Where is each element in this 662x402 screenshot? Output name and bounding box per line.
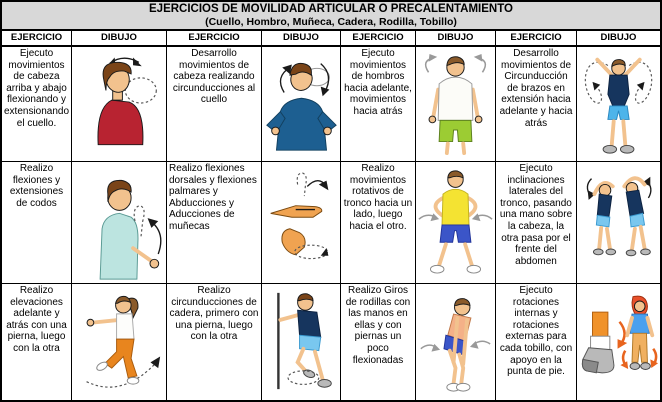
exercise-drawing-cell xyxy=(72,47,167,162)
exercise-drawing-cell xyxy=(262,284,341,400)
exercise-description: Realizo elevaciones adelante y atrás con una pierna, luego con la otra xyxy=(2,284,72,400)
exercise-drawing-cell xyxy=(577,162,660,284)
exercise-drawing-cell xyxy=(72,284,167,400)
exercise-drawing-cell xyxy=(577,284,660,400)
page-subtitle: (Cuello, Hombro, Muñeca, Cadera, Rodilla, Tobillo) xyxy=(205,16,457,28)
page-title: EJERCICIOS DE MOVILIDAD ARTICULAR O PRECALENTAMIENTO xyxy=(149,3,513,15)
column-header-dibujo-2: DIBUJO xyxy=(262,31,341,47)
lateral-trunk-bend-drawing xyxy=(579,164,659,282)
column-header-ejercicio-2: EJERCICIO xyxy=(167,31,262,47)
exercise-description: Ejecuto movimientos de hombros hacia adelante, movimientos hacia atrás xyxy=(341,47,416,162)
exercise-drawing-cell xyxy=(577,47,660,162)
exercise-description: Ejecuto rotaciones internas y rotaciones externas para cada tobillo, con apoyo en la punta de pie. xyxy=(496,284,577,400)
leg-elevation-drawing xyxy=(73,286,165,398)
hip-circumduction-drawing xyxy=(263,286,339,398)
exercise-description: Realizo Giros de rodillas con las manos en ellas y con piernas un poco flexionadas xyxy=(341,284,416,400)
neck-circumduction-drawing xyxy=(263,49,339,159)
arm-circumduction-drawing xyxy=(579,49,659,159)
trunk-rotation-drawing xyxy=(417,164,494,282)
knee-circles-drawing xyxy=(417,286,494,398)
exercise-description: Desarrollo movimientos de cabeza realizando circunducciones al cuello xyxy=(167,47,262,162)
exercise-description: Realizo movimientos rotativos de tronco hacia un lado, luego hacia el otro. xyxy=(341,162,416,284)
exercise-drawing-cell xyxy=(416,162,496,284)
column-header-ejercicio-4: EJERCICIO xyxy=(496,31,577,47)
shoulder-movements-drawing xyxy=(417,49,494,161)
neck-flexion-extension-drawing xyxy=(73,49,165,159)
exercise-drawing-cell xyxy=(416,47,496,162)
exercise-description: Ejecuto movimientos de cabeza arriba y abajo flexionando y extensionando el cuello. xyxy=(2,47,72,162)
exercise-description: Desarrollo movimientos de Circunducción de brazos en extensión hacia adelante y hacia atrás xyxy=(496,47,577,162)
column-header-ejercicio-3: EJERCICIO xyxy=(341,31,416,47)
exercise-description: Ejecuto inclinaciones laterales del tronco, pasando una mano sobre la cabeza, la otra pasa por el frente del abdomen xyxy=(496,162,577,284)
ankle-rotation-drawing xyxy=(579,286,659,398)
exercise-drawing-cell xyxy=(262,47,341,162)
table-title-bar xyxy=(2,2,660,31)
exercise-description: Realizo circunducciones de cadera, primero con una pierna, luego con la otra xyxy=(167,284,262,400)
exercise-grid xyxy=(2,31,660,400)
column-header-dibujo-4: DIBUJO xyxy=(577,31,660,47)
column-header-ejercicio-1: EJERCICIO xyxy=(2,31,72,47)
column-header-dibujo-3: DIBUJO xyxy=(416,31,496,47)
exercise-description: Realizo flexiones dorsales y flexiones palmares y Abducciones y Aducciones de muñecas xyxy=(167,162,262,284)
elbow-flexion-extension-drawing xyxy=(73,164,165,282)
exercise-drawing-cell xyxy=(262,162,341,284)
exercise-drawing-cell xyxy=(72,162,167,284)
column-header-dibujo-1: DIBUJO xyxy=(72,31,167,47)
exercise-description: Realizo flexiones y extensiones de codos xyxy=(2,162,72,284)
exercise-drawing-cell xyxy=(416,284,496,400)
wrist-flexion-drawing xyxy=(263,164,339,282)
